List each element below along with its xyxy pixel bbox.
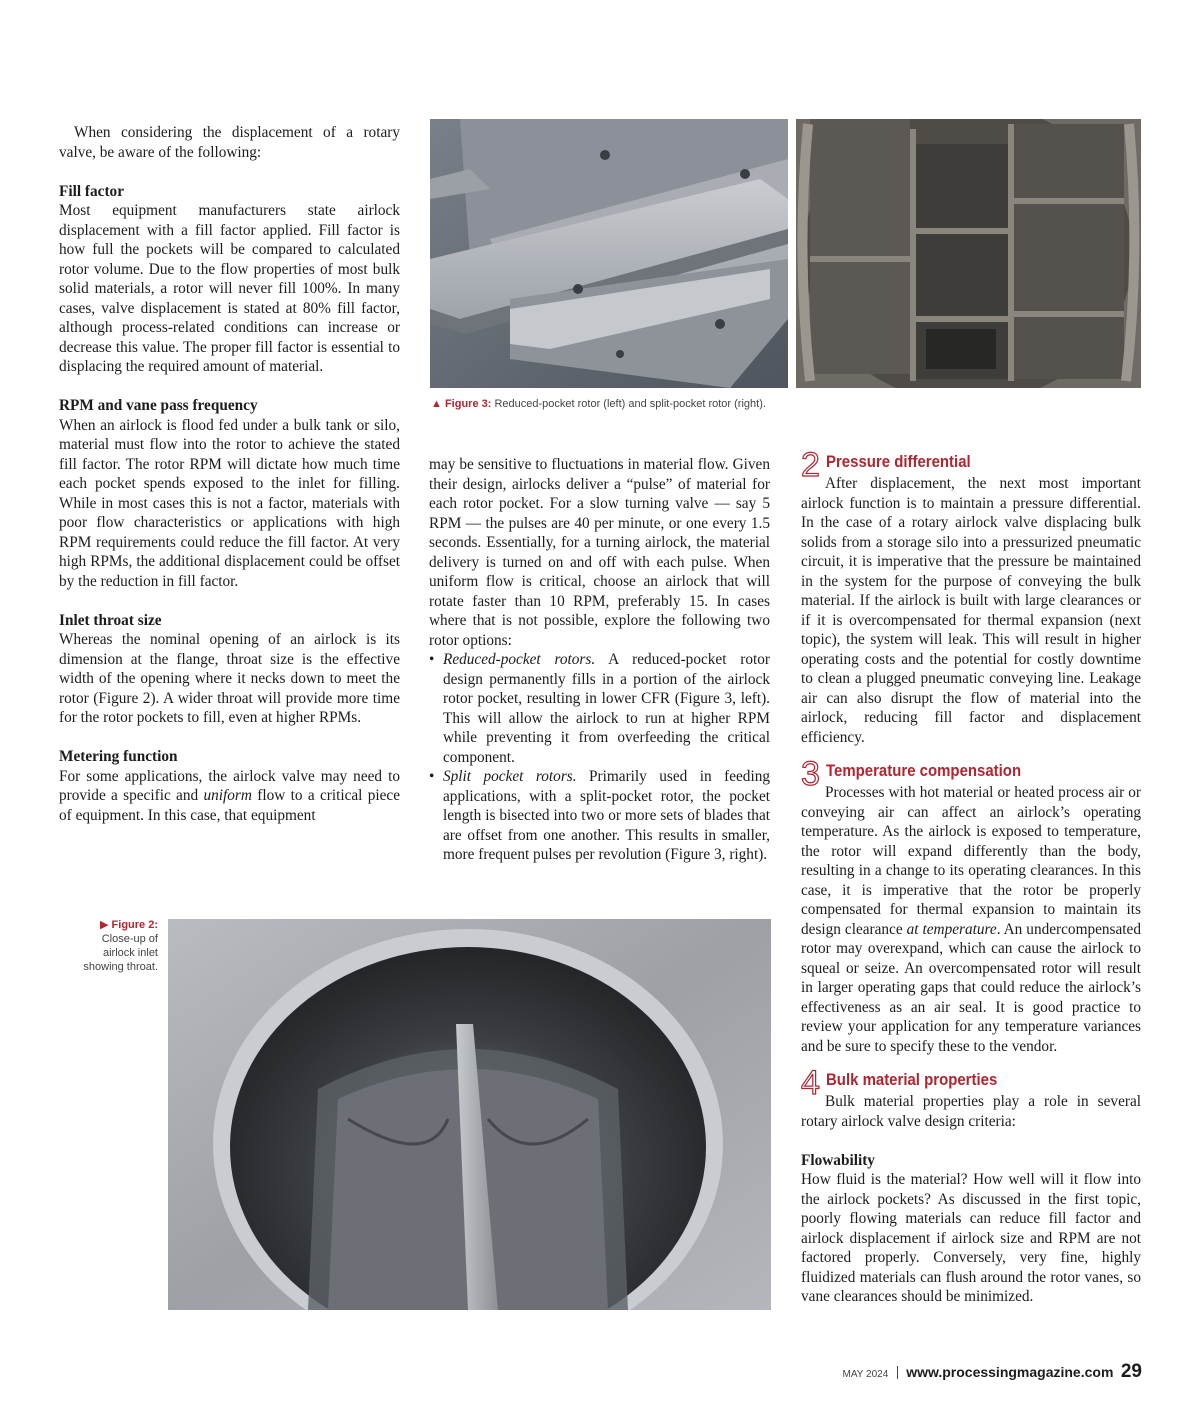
page-footer-line (843, 1361, 1143, 1383)
figure2-label: Figure 2: (111, 919, 158, 931)
section-number: 4 (801, 1064, 820, 1102)
column-2 (429, 455, 770, 865)
figure2-photo (168, 919, 771, 1310)
figure2-caption (80, 918, 158, 974)
section-title: Bulk material properties (826, 1070, 998, 1089)
flowability-heading: Flowability (801, 1151, 875, 1169)
figure2-caption-text: Close-up of airlock inlet showing throat. (83, 933, 158, 973)
throat-heading: Inlet throat size (59, 611, 162, 629)
figure3-caption-text: Reduced-pocket rotor (left) and split-pocket rotor (right). (494, 398, 766, 410)
section-number: 3 (801, 755, 820, 793)
rpm-text: When an airlock is flood fed under a bulk tank or silo, material must flow into the rotor to achieve the stated fill factor. The rotor RPM will dictate how much time each pocket spends exposed to the inlet for filling. While in most cases this is not a factor, materials with poor flow characteristics or applications with high RPM requirements could reduce the fill factor. At very high RPMs, the additional displacement could be offset by the reduction in fill factor. (59, 416, 400, 590)
list-item: • Split pocket rotors. Primarily used in feeding applications, with a split-pocket rotor, the pocket length is bisected into two or more sets of blades that are offset from one another. This results in smaller, more frequent pulses per revolution (Figure 3, right). (429, 767, 770, 865)
column-3 (801, 446, 1141, 1307)
triangle-right-icon: ▶ (100, 919, 109, 931)
section-3-text: Processes with hot material or heated process air or conveying air can affect an airlock’s operating temperature. As the airlock is exposed to temperature, the rotor will expand differently than the body, resulting in a change to its operating clearances. In this case, it is imperative that the rotor be properly compensated for thermal expansion to maintain its design clearance at temperature. An undercompensated rotor may overexpand, which can cause the airlock to squeal or seize. An overcompensated rotor will result in larger operating gaps that could reduce the airlock’s effectiveness as an air seal. It is good practice to review your application for any temperature variances and be sure to specify these to the vendor. (801, 784, 1141, 1055)
website-link[interactable]: www.processingmagazine.com (906, 1364, 1114, 1380)
section-3-header (801, 755, 1141, 793)
column-1 (59, 123, 400, 825)
metering-text: For some applications, the airlock valve may need to provide a specific and uniform flow to a critical piece of equipment. In this case, that equipment (59, 767, 400, 824)
figure3-right-photo (796, 119, 1141, 388)
rpm-heading: RPM and vane pass frequency (59, 397, 258, 414)
triangle-up-icon: ▲ (431, 398, 442, 410)
page-number: 29 (1120, 1361, 1142, 1382)
figure3-caption (431, 398, 766, 410)
figure3-label: Figure 3: (444, 398, 492, 410)
section-2-header (801, 446, 1141, 484)
list-item: • Reduced-pocket rotors. A reduced-pocket rotor design permanently fills in a portion of the airlock rotor pocket, resulting in lower CFR (Figure 3, left). This will allow the airlock to run at higher RPM while preventing it from overfeeding the critical component. (429, 650, 770, 767)
footer-divider (897, 1366, 898, 1379)
metering-heading: Metering function (59, 748, 178, 765)
section-2-text: After displacement, the next most important airlock function is to maintain a pressure differential. In the case of a rotary airlock valve displacing bulk solids from a storage silo into a pressurized pneumatic circuit, it is imperative that the pressure be maintained in the system for the purpose of conveying the bulk material. If the airlock is built with large clearances or if it is overcompensated for thermal expansion (next topic), the system will leak. This will result in higher operating costs and the potential for costly downtime to clean a plugged pneumatic conveying line. Leakage air can also disrupt the flow of material into the airlock, reducing fill factor and displacement efficiency. (801, 475, 1141, 746)
issue-date: MAY 2024 (842, 1369, 889, 1380)
section-number: 2 (801, 446, 820, 484)
throat-text: Whereas the nominal opening of an airlock is its dimension at the flange, throat size is the effective width of the opening where it necks down to meet the rotor (Figure 2). A wider throat will provide more time for the rotor pockets to fill, even at higher RPMs. (59, 631, 400, 726)
section-4-text: Bulk material properties play a role in several rotary airlock valve design criteria: (801, 1093, 1141, 1130)
fill-factor-heading: Fill factor (59, 182, 124, 200)
rotor-options-list (429, 650, 770, 865)
section-4-header (801, 1064, 1141, 1102)
flowability-text: How fluid is the material? How well will it flow into the airlock pockets? As discussed in the first topic, poorly flowing materials can reduce fill factor and airlock displacement if airlock size and RPM are not factored properly. Conversely, very fine, highly fluidized materials can flush around the rotor vanes, so vane clearances should be minimized. (801, 1171, 1141, 1305)
figure3-left-photo (430, 119, 788, 388)
fill-factor-text: Most equipment manufacturers state airlock displacement with a fill factor applied. Fill factor is how full the pockets will be compared to calculated rotor volume. Due to the flow properties of most bulk solid materials, a rotor will never fill 100%. In many cases, valve displacement is stated at 80% fill factor, although process-related conditions can increase or decrease this value. The proper fill factor is essential to displacing the required amount of material. (59, 202, 400, 375)
column-2-text: may be sensitive to fluctuations in material flow. Given their design, airlocks deliver a “pulse” of material for each rotor pocket. For a slow turning valve — say 5 RPM — the pulses are 40 per minute, or one every 1.5 seconds. Essentially, for a turning airlock, the material delivery is turned on and off with each pulse. When uniform flow is critical, choose an airlock that will rotate faster than 10 RPM, preferably 15. In cases where that is not possible, explore the following two rotor options: (429, 456, 770, 649)
section-title: Pressure differential (826, 452, 971, 471)
section-title: Temperature compensation (826, 761, 1022, 780)
intro-paragraph: When considering the displacement of a rotary valve, be aware of the following: (59, 124, 400, 161)
